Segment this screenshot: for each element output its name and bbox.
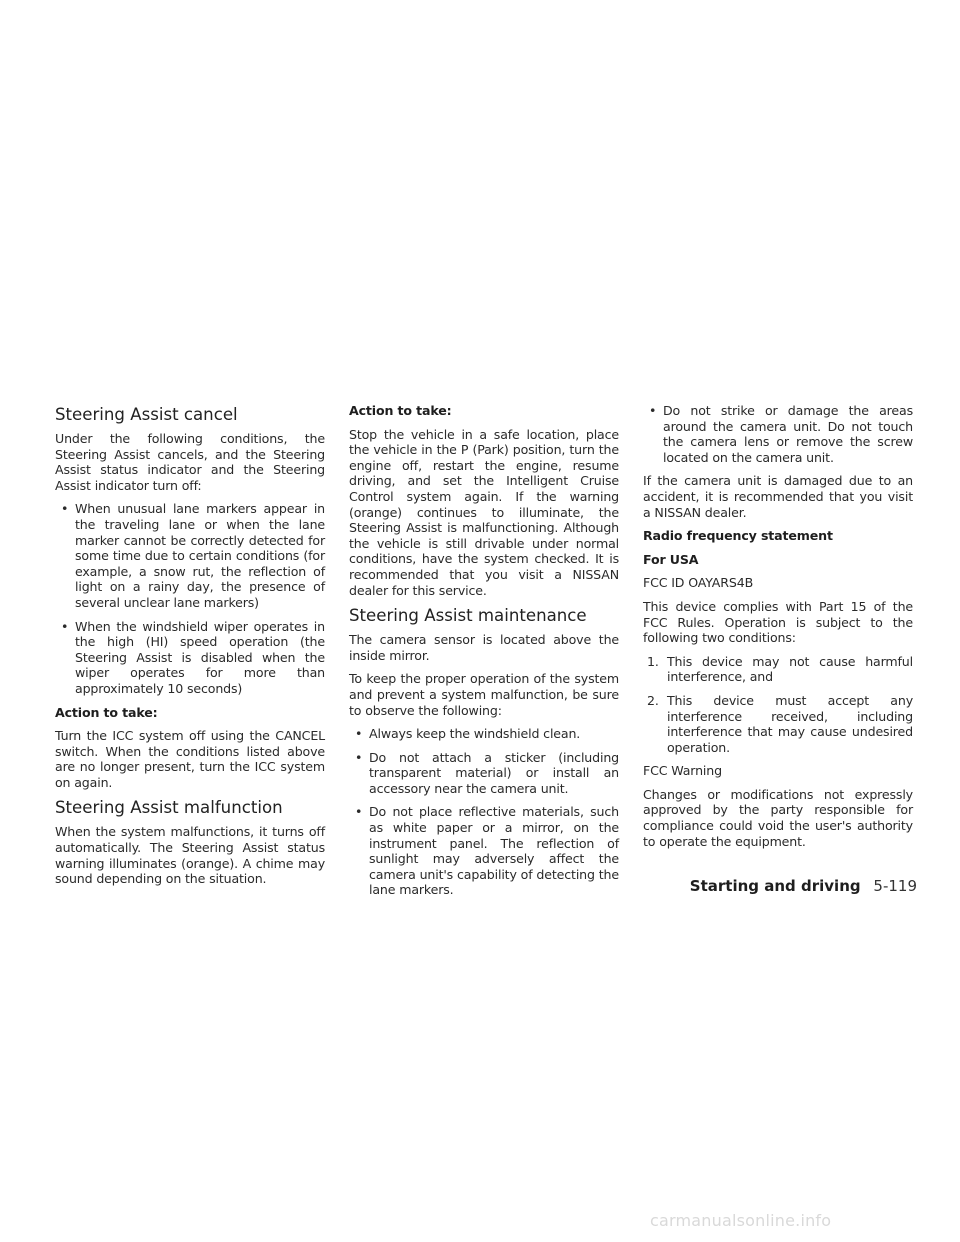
list-item-text: When unusual lane markers appear in the traveling lane or when the lane marker cannot be correctly detected for some time due to certain conditions (for example, a snow rut, the reflection of light on a rainy day, the presence of several unclear lane markers) <box>75 501 325 610</box>
list-item-text: This device may not cause harmful interference, and <box>667 653 913 685</box>
page-footer <box>690 876 917 896</box>
page-number: 5-119 <box>873 877 917 895</box>
list-item <box>349 726 619 742</box>
heading-for-usa: For USA <box>643 551 699 567</box>
list-item <box>55 501 325 610</box>
paragraph-fcc-changes: Changes or modifications not expressly approved by the party responsible for compliance could void the user's authority to operate the equipment. <box>643 786 913 849</box>
list-item-text: Do not strike or damage the areas around the camera unit. Do not touch the camera lens or remove the screw located on the camera unit. <box>663 403 913 465</box>
heading-steering-assist-maintenance: Steering Assist maintenance <box>349 606 587 626</box>
maintenance-list <box>349 726 619 898</box>
paragraph-action-malfunction: Stop the vehicle in a safe location, place the vehicle in the P (Park) position, turn the engine off, restart the engine, resume driving, and set the Intelligent Cruise Control system again. If the warning (orange) continues to illuminate, the Steering Assist is malfunctioning. Although the vehicle is still drivable under normal conditions, have the system checked. It is recommended that you visit a NISSAN dealer for this service. <box>349 426 619 598</box>
paragraph-fcc-warning: FCC Warning <box>643 763 722 779</box>
heading-steering-assist-malfunction: Steering Assist malfunction <box>55 798 283 818</box>
cancel-conditions-list <box>55 501 325 696</box>
column-left <box>55 403 325 895</box>
list-item-text: Do not attach a sticker (including transparent material) or install an accessory near the camera unit. <box>369 749 619 796</box>
list-item-text: When the windshield wiper operates in the high (HI) speed operation (the Steering Assist is disabled when the wiper operates for more than approximately 10 seconds) <box>75 618 325 696</box>
paragraph-action-cancel: Turn the ICC system off using the CANCEL switch. When the conditions listed above are no longer present, turn the ICC system on again. <box>55 728 325 790</box>
list-number: 1. <box>647 653 659 669</box>
bullet-marker: • <box>649 403 657 418</box>
list-item <box>55 619 325 697</box>
list-item-text: This device must accept any interference received, including interference that may cause undesired operation. <box>667 692 913 755</box>
heading-radio-frequency-statement: Radio frequency statement <box>643 528 833 544</box>
watermark-text: carmanualsonline.info <box>650 1211 832 1230</box>
list-item <box>643 693 913 755</box>
bullet-marker: • <box>61 618 69 634</box>
label-action-to-take: Action to take: <box>55 704 158 720</box>
bullet-marker: • <box>355 726 363 742</box>
paragraph-keep-operation: To keep the proper operation of the system and prevent a system malfunction, be sure to observe the following: <box>349 671 619 718</box>
fcc-conditions-list <box>643 654 913 756</box>
list-item <box>349 804 619 898</box>
list-item <box>643 654 913 685</box>
list-number: 2. <box>647 692 659 708</box>
bullet-marker: • <box>355 804 363 820</box>
list-item-text: Always keep the windshield clean. <box>369 726 581 742</box>
column-middle <box>349 403 619 906</box>
paragraph-malfunction: When the system malfunctions, it turns off automatically. The Steering Assist status warning illuminates (orange). A chime may sound depending on the situation. <box>55 824 325 887</box>
paragraph-camera-damaged: If the camera unit is damaged due to an accident, it is recommended that you visit a NISSAN dealer. <box>643 473 913 520</box>
paragraph-fcc-complies: This device complies with Part 15 of the FCC Rules. Operation is subject to the following two conditions: <box>643 598 913 646</box>
column-right <box>643 403 913 857</box>
list-item <box>349 750 619 797</box>
paragraph-cancel-intro: Under the following conditions, the Steering Assist cancels, and the Steering Assist status indicator and the Steering Assist indicator turn off: <box>55 431 325 493</box>
list-item-text: Do not place reflective materials, such as white paper or a mirror, on the instrument panel. The reflection of sunlight may adversely affect the camera unit's capability of detecting the lane markers. <box>369 804 619 898</box>
label-action-to-take: Action to take: <box>349 403 452 418</box>
paragraph-camera-sensor: The camera sensor is located above the inside mirror. <box>349 632 619 663</box>
footer-section-title: Starting and driving <box>689 877 861 895</box>
heading-steering-assist-cancel: Steering Assist cancel <box>55 405 238 424</box>
bullet-marker: • <box>355 749 363 765</box>
list-item <box>643 403 913 465</box>
maintenance-list-continued <box>643 403 913 465</box>
bullet-marker: • <box>61 501 69 517</box>
paragraph-fcc-id: FCC ID OAYARS4B <box>643 575 754 591</box>
